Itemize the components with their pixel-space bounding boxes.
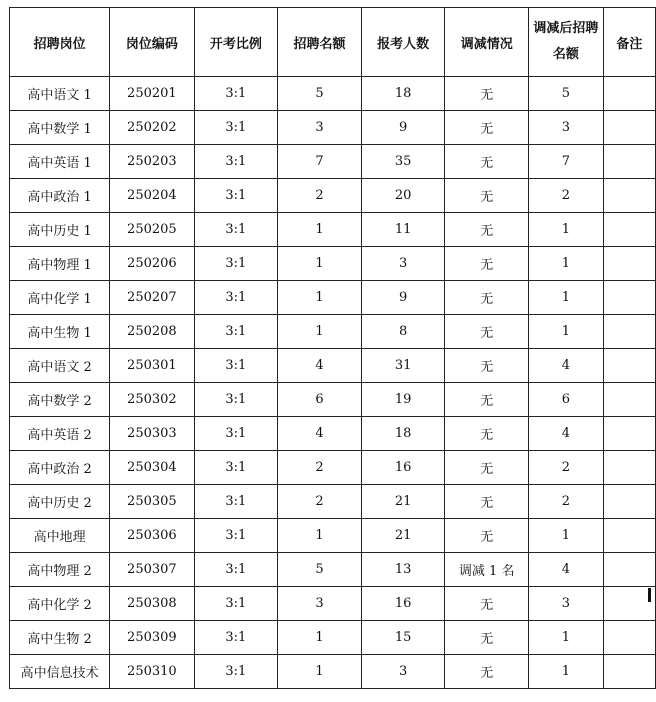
cell-code: 250204 [110,179,194,213]
table-row [10,145,656,179]
cell-quota: 1 [278,213,362,247]
cell-applicants: 21 [361,519,445,553]
cell-position: 高中生物 1 [10,315,110,349]
cell-remarks [603,349,655,383]
cell-quota: 1 [278,247,362,281]
cell-quota: 1 [278,655,362,689]
table-row [10,77,656,111]
cell-reduction: 无 [445,179,529,213]
cell-applicants: 3 [361,655,445,689]
cell-position: 高中地理 [10,519,110,553]
cell-adjusted-quota: 1 [528,281,603,315]
cell-quota: 4 [278,417,362,451]
cell-quota: 3 [278,111,362,145]
header-code: 岗位编码 [110,8,194,77]
cell-remarks [603,655,655,689]
cell-applicants: 16 [361,451,445,485]
header-adjusted-quota-text: 调减后招聘名额 [533,21,599,62]
cell-adjusted-quota: 6 [528,383,603,417]
cell-remarks [603,247,655,281]
table-row [10,213,656,247]
cell-code: 250310 [110,655,194,689]
cell-ratio: 3:1 [194,621,278,655]
cell-position: 高中语文 1 [10,77,110,111]
cell-reduction: 无 [445,451,529,485]
cell-position: 高中数学 1 [10,111,110,145]
cell-quota: 1 [278,519,362,553]
cell-quota: 4 [278,349,362,383]
cell-quota: 5 [278,77,362,111]
cell-adjusted-quota: 7 [528,145,603,179]
cell-quota: 5 [278,553,362,587]
cell-position: 高中物理 2 [10,553,110,587]
cell-reduction: 无 [445,587,529,621]
cell-ratio: 3:1 [194,417,278,451]
cell-ratio: 3:1 [194,655,278,689]
cell-remarks [603,77,655,111]
header-applicants: 报考人数 [361,8,445,77]
cell-adjusted-quota: 3 [528,111,603,145]
cell-ratio: 3:1 [194,77,278,111]
cell-ratio: 3:1 [194,553,278,587]
header-ratio: 开考比例 [194,8,278,77]
table-row [10,349,656,383]
cell-applicants: 9 [361,111,445,145]
cell-applicants: 20 [361,179,445,213]
cell-code: 250308 [110,587,194,621]
cell-ratio: 3:1 [194,451,278,485]
cell-reduction: 调减 1 名 [445,553,529,587]
table-row [10,111,656,145]
cell-reduction: 无 [445,247,529,281]
cell-position: 高中政治 2 [10,451,110,485]
cell-ratio: 3:1 [194,145,278,179]
cell-quota: 1 [278,281,362,315]
cell-remarks [603,213,655,247]
cell-position: 高中信息技术 [10,655,110,689]
cell-applicants: 11 [361,213,445,247]
cell-applicants: 13 [361,553,445,587]
cell-position: 高中化学 1 [10,281,110,315]
cell-code: 250305 [110,485,194,519]
cell-code: 250206 [110,247,194,281]
cell-adjusted-quota: 2 [528,451,603,485]
cell-ratio: 3:1 [194,213,278,247]
cell-ratio: 3:1 [194,587,278,621]
cell-remarks [603,179,655,213]
cell-applicants: 21 [361,485,445,519]
cell-position: 高中英语 2 [10,417,110,451]
recruitment-table [9,7,656,689]
header-quota: 招聘名额 [278,8,362,77]
table-row [10,587,656,621]
table-row [10,315,656,349]
cell-quota: 1 [278,315,362,349]
cell-code: 250207 [110,281,194,315]
cell-remarks [603,111,655,145]
table-row [10,655,656,689]
cell-code: 250304 [110,451,194,485]
cell-reduction: 无 [445,417,529,451]
cell-ratio: 3:1 [194,179,278,213]
cell-ratio: 3:1 [194,519,278,553]
cell-adjusted-quota: 4 [528,349,603,383]
cell-adjusted-quota: 2 [528,485,603,519]
cell-reduction: 无 [445,281,529,315]
cell-adjusted-quota: 5 [528,77,603,111]
cell-applicants: 15 [361,621,445,655]
cell-quota: 6 [278,383,362,417]
cell-code: 250201 [110,77,194,111]
cell-code: 250302 [110,383,194,417]
cell-adjusted-quota: 1 [528,621,603,655]
cell-remarks [603,553,655,587]
cell-quota: 3 [278,587,362,621]
cell-code: 250307 [110,553,194,587]
table-row [10,281,656,315]
cell-applicants: 3 [361,247,445,281]
cell-position: 高中化学 2 [10,587,110,621]
cell-remarks [603,519,655,553]
cell-position: 高中生物 2 [10,621,110,655]
table-row [10,519,656,553]
cell-adjusted-quota: 4 [528,417,603,451]
cell-ratio: 3:1 [194,383,278,417]
cell-reduction: 无 [445,349,529,383]
cell-adjusted-quota: 1 [528,213,603,247]
cell-reduction: 无 [445,145,529,179]
cell-ratio: 3:1 [194,485,278,519]
cell-reduction: 无 [445,111,529,145]
cell-quota: 2 [278,485,362,519]
cell-applicants: 16 [361,587,445,621]
table-row [10,485,656,519]
cell-code: 250208 [110,315,194,349]
cell-quota: 7 [278,145,362,179]
cell-reduction: 无 [445,315,529,349]
header-row [10,8,656,77]
table-row [10,417,656,451]
cell-position: 高中政治 1 [10,179,110,213]
cell-reduction: 无 [445,621,529,655]
table-row [10,621,656,655]
cell-reduction: 无 [445,383,529,417]
cell-code: 250303 [110,417,194,451]
table-row [10,179,656,213]
cell-ratio: 3:1 [194,349,278,383]
cell-quota: 1 [278,621,362,655]
cell-position: 高中历史 2 [10,485,110,519]
cell-position: 高中数学 2 [10,383,110,417]
cell-quota: 2 [278,179,362,213]
cell-reduction: 无 [445,485,529,519]
cell-applicants: 8 [361,315,445,349]
cell-quota: 2 [278,451,362,485]
header-position: 招聘岗位 [10,8,110,77]
cell-reduction: 无 [445,655,529,689]
table-row [10,553,656,587]
cell-remarks [603,451,655,485]
edge-mark [648,588,651,602]
cell-remarks [603,621,655,655]
header-reduction: 调减情况 [445,8,529,77]
cell-applicants: 18 [361,77,445,111]
cell-remarks [603,485,655,519]
table-row [10,451,656,485]
cell-remarks [603,417,655,451]
cell-code: 250306 [110,519,194,553]
cell-remarks [603,145,655,179]
cell-reduction: 无 [445,213,529,247]
cell-position: 高中历史 1 [10,213,110,247]
cell-position: 高中英语 1 [10,145,110,179]
table-row [10,383,656,417]
cell-ratio: 3:1 [194,315,278,349]
cell-applicants: 19 [361,383,445,417]
cell-code: 250205 [110,213,194,247]
cell-code: 250301 [110,349,194,383]
cell-position: 高中语文 2 [10,349,110,383]
cell-ratio: 3:1 [194,281,278,315]
cell-adjusted-quota: 1 [528,519,603,553]
cell-code: 250309 [110,621,194,655]
cell-adjusted-quota: 1 [528,247,603,281]
cell-adjusted-quota: 2 [528,179,603,213]
cell-code: 250203 [110,145,194,179]
cell-position: 高中物理 1 [10,247,110,281]
cell-reduction: 无 [445,519,529,553]
cell-adjusted-quota: 1 [528,315,603,349]
cell-applicants: 18 [361,417,445,451]
cell-applicants: 35 [361,145,445,179]
cell-remarks [603,383,655,417]
cell-remarks [603,281,655,315]
table-row [10,247,656,281]
cell-adjusted-quota: 4 [528,553,603,587]
cell-ratio: 3:1 [194,247,278,281]
cell-applicants: 9 [361,281,445,315]
cell-code: 250202 [110,111,194,145]
cell-adjusted-quota: 3 [528,587,603,621]
cell-applicants: 31 [361,349,445,383]
cell-reduction: 无 [445,77,529,111]
header-remarks: 备注 [603,8,655,77]
cell-remarks [603,315,655,349]
cell-ratio: 3:1 [194,111,278,145]
header-adjusted-quota [528,8,603,77]
cell-adjusted-quota: 1 [528,655,603,689]
